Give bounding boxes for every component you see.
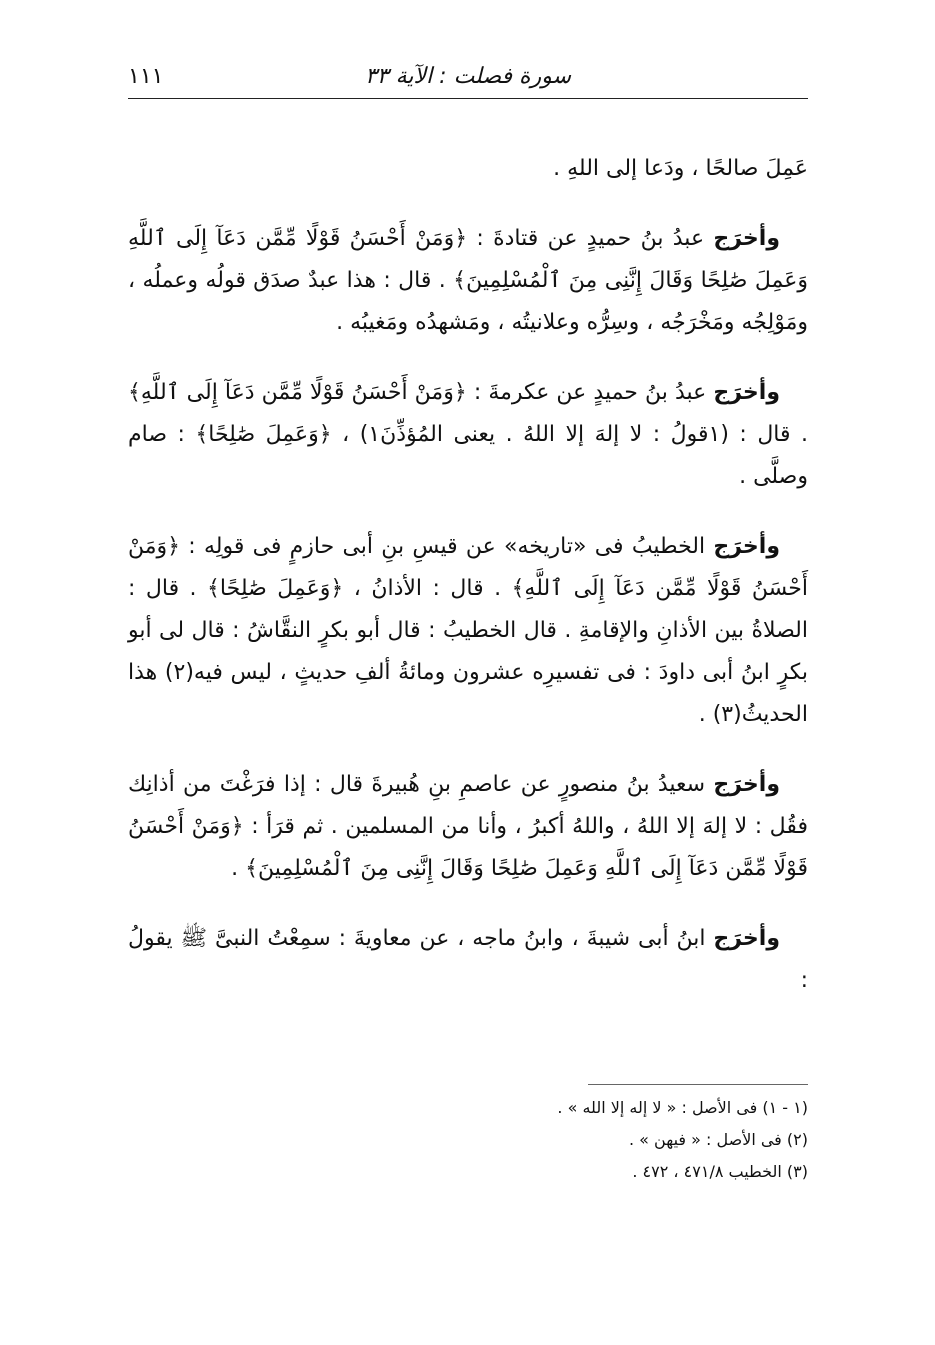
- paragraph: [128, 918, 808, 1002]
- paragraph: [128, 148, 808, 190]
- footnotes: [128, 1092, 808, 1188]
- paragraph-text: عَمِلَ صالحًا ، ودَعا إلى اللهِ .: [553, 156, 808, 181]
- paragraph: [128, 526, 808, 736]
- paragraph: [128, 218, 808, 344]
- footnote: (٣) الخطيب ٤٧١/٨ ، ٤٧٢ .: [632, 1162, 808, 1181]
- paragraph-lead: وأخرَج: [713, 226, 780, 251]
- paragraph-text: عبدُ بنُ حميدٍ عن عكرمةَ : ﴿وَمَنْ أَحْسَنُ قَوْلًا مِّمَّن دَعَآ إِلَى ٱللَّهِ﴾ . قال : (١قولُ : لا إلهَ إلا اللهُ . يعنى المُؤذِّنَ١) ، ﴿وَعَمِلَ صَٰلِحًا﴾ : صام وصلَّى .: [128, 380, 808, 489]
- paragraph-text: ابنُ أبى شيبةَ ، وابنُ ماجه ، عن معاويةَ : سمِعْتُ النبىَّ ﷺ يقولُ :: [128, 926, 808, 993]
- paragraph: [128, 764, 808, 890]
- footnote: (١ - ١) فى الأصل : « لا إله إلا الله » .: [557, 1098, 808, 1117]
- paragraph-lead: وأخرَج: [713, 772, 780, 797]
- paragraph: [128, 372, 808, 498]
- footnote: (٢) فى الأصل : « فيهن » .: [628, 1130, 808, 1149]
- page-number: ١١١: [128, 64, 164, 89]
- footnote-divider: [588, 1084, 808, 1085]
- paragraph-text: عبدُ بنُ حميدٍ عن قتادةَ : ﴿وَمَنْ أَحْسَنُ قَوْلًا مِّمَّن دَعَآ إِلَى ٱللَّهِ وَعَمِلَ صَٰلِحًا وَقَالَ إِنَّنِى مِنَ ٱلْمُسْلِمِينَ﴾ . قال : هذا عبدٌ صدَق قولُه وعملُه ، ومَوْلِجُه ومَخْرَجُه ، وسِرُّه وعلانيتُه ، ومَشهدُه ومَغيبُه .: [128, 226, 808, 335]
- running-title: سورة فصلت : الآية ٣٣: [364, 64, 572, 89]
- paragraph-lead: وأخرَج: [713, 380, 780, 405]
- paragraph-lead: وأخرَج: [713, 534, 780, 559]
- paragraph-text: سعيدُ بنُ منصورٍ عن عاصمِ بنِ هُبيرةَ قال : إذا فرَغْتَ من أذانِك فقُل : لا إلهَ إلا اللهُ ، واللهُ أكبرُ ، وأنا من المسلمين . ثم قرَأ : ﴿وَمَنْ أَحْسَنُ قَوْلًا مِّمَّن دَعَآ إِلَى ٱللَّهِ وَعَمِلَ صَٰلِحًا وَقَالَ إِنَّنِى مِنَ ٱلْمُسْلِمِينَ﴾ .: [128, 772, 808, 881]
- paragraph-text: الخطيبُ فى «تاريخه» عن قيسِ بنِ أبى حازمٍ فى قولِه : ﴿وَمَنْ أَحْسَنُ قَوْلًا مِّمَّن دَعَآ إِلَى ٱللَّهِ﴾ . قال : الأذانُ ، ﴿وَعَمِلَ صَٰلِحًا﴾ . قال : الصلاةُ بين الأذانِ والإقامةِ . قال الخطيبُ : قال أبو بكرٍ النقَّاشُ : قال لى أبو بكرٍ ابنُ أبى داودَ : فى تفسيرِه عشرون ومائةُ ألفِ حديثٍ ، ليس فيه(٢) هذا الحديثُ(٣) .: [128, 534, 808, 727]
- paragraph-lead: وأخرَج: [713, 926, 780, 951]
- page-header: [128, 58, 808, 99]
- main-text: [128, 148, 808, 1030]
